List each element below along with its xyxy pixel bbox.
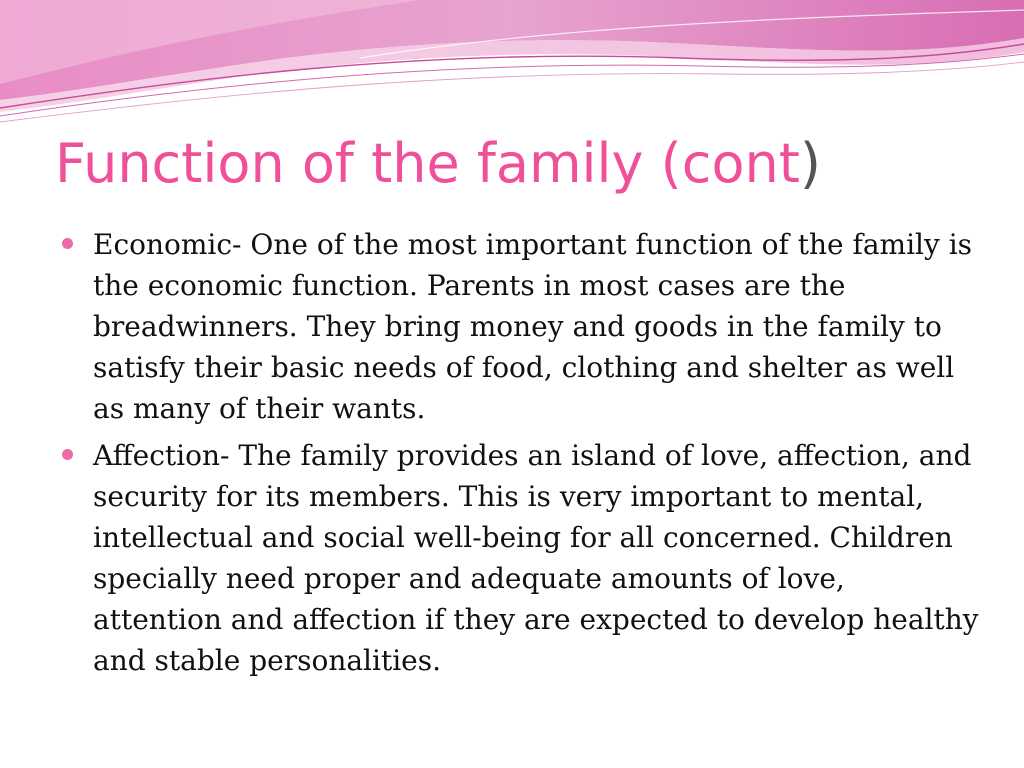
bullet-dot-icon [62,449,73,460]
bullet-dot-icon [62,238,73,249]
bullet-text: Economic- One of the most important function of the family is the economic function. Parents in most cases are the breadwinners. They bring money and goods in the family to satisfy their basic needs of food, clothing and shelter as well as many of their wants. [93,228,973,425]
header-wave-decoration [0,0,1024,130]
slide-title-close-paren: ) [799,132,821,195]
slide-title [55,128,821,200]
bullet-item-affection [62,435,982,681]
bullet-text: Affection- The family provides an island of love, affection, and security for its members. This is very important to mental, intellectual and social well-being for all concerned. Children specially need proper and adequate amounts of love, attention and affection if they are expected to develop healthy and stable personalities. [93,439,979,677]
bullet-list [62,224,982,687]
slide-title-text: Function of the family (cont [55,132,800,195]
bullet-item-economic [62,224,982,429]
